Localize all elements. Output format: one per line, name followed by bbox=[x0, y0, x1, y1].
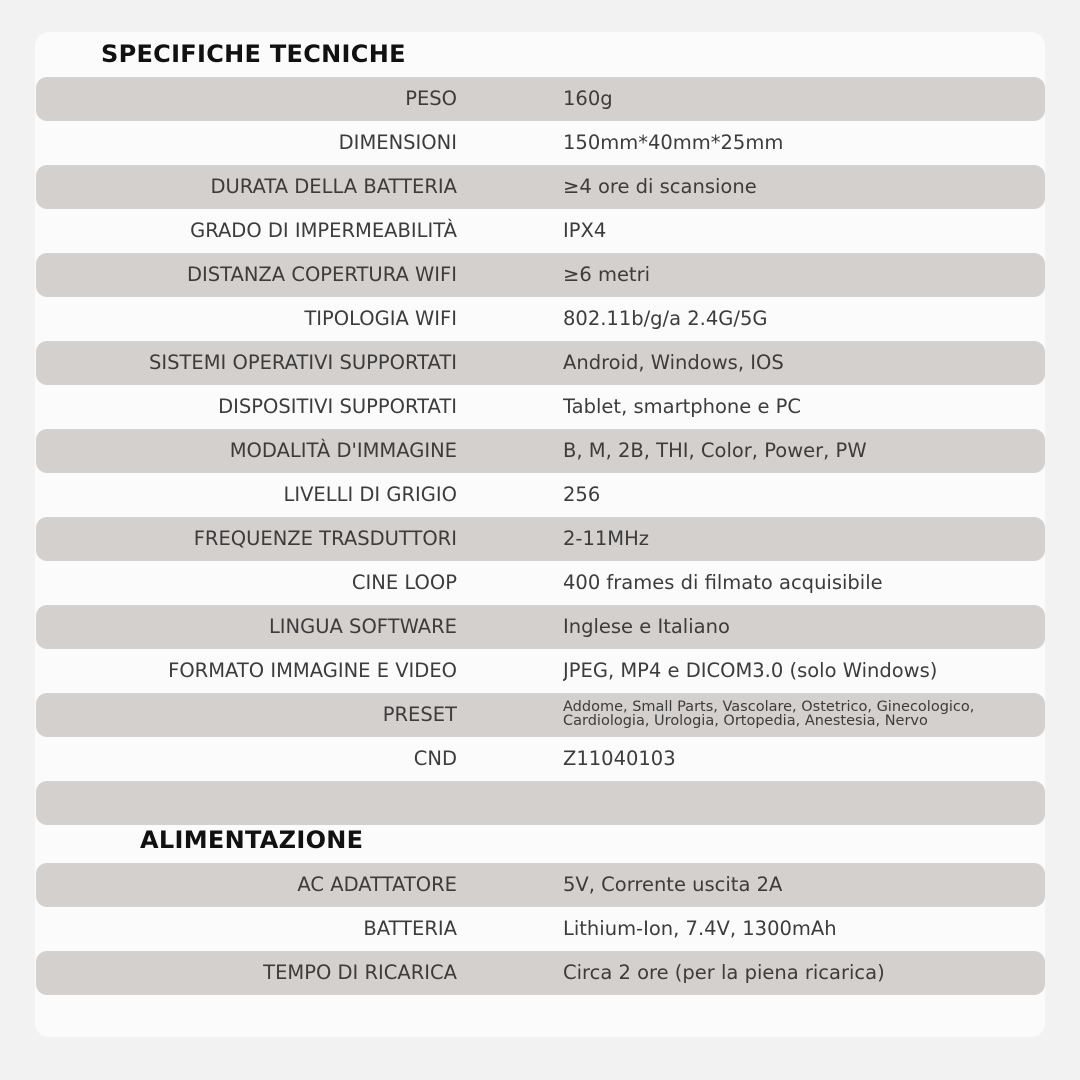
spec-label: GRADO DI IMPERMEABILITÀ bbox=[190, 219, 457, 242]
spec-row bbox=[36, 209, 1045, 253]
spec-value: Inglese e Italiano bbox=[563, 615, 730, 638]
power-value: Circa 2 ore (per la piena ricarica) bbox=[563, 961, 885, 984]
spec-value: JPEG, MP4 e DICOM3.0 (solo Windows) bbox=[563, 659, 938, 682]
spec-value: 150mm*40mm*25mm bbox=[563, 131, 784, 154]
power-table bbox=[36, 863, 1045, 995]
spec-value: ≥6 metri bbox=[563, 263, 651, 286]
power-label: TEMPO DI RICARICA bbox=[263, 961, 457, 984]
spec-label: DIMENSIONI bbox=[338, 131, 457, 154]
spec-row bbox=[36, 737, 1045, 781]
spec-label: PRESET bbox=[382, 703, 457, 726]
spec-value: ≥4 ore di scansione bbox=[563, 175, 757, 198]
spec-label: SISTEMI OPERATIVI SUPPORTATI bbox=[148, 351, 457, 374]
spec-row-empty bbox=[36, 781, 1045, 825]
specs-table bbox=[36, 77, 1045, 825]
spec-label: DURATA DELLA BATTERIA bbox=[210, 175, 457, 198]
power-row bbox=[36, 951, 1045, 995]
power-row bbox=[36, 863, 1045, 907]
spec-label: MODALITÀ D'IMMAGINE bbox=[229, 439, 457, 462]
spec-row bbox=[36, 385, 1045, 429]
spec-label: FREQUENZE TRASDUTTORI bbox=[193, 527, 457, 550]
spec-row bbox=[36, 253, 1045, 297]
spec-row bbox=[36, 561, 1045, 605]
spec-value bbox=[563, 781, 1031, 825]
spec-value: IPX4 bbox=[563, 219, 607, 242]
spec-row bbox=[36, 605, 1045, 649]
spec-row bbox=[36, 429, 1045, 473]
spec-row bbox=[36, 77, 1045, 121]
specs-section-title: SPECIFICHE TECNICHE bbox=[101, 40, 406, 68]
power-section-title: ALIMENTAZIONE bbox=[140, 826, 364, 854]
spec-label bbox=[36, 781, 457, 825]
power-label: AC ADATTATORE bbox=[297, 873, 457, 896]
spec-value: 2-11MHz bbox=[563, 527, 649, 550]
spec-label: DISPOSITIVI SUPPORTATI bbox=[218, 395, 457, 418]
spec-value: 256 bbox=[563, 483, 601, 506]
spec-row bbox=[36, 473, 1045, 517]
spec-value: 802.11b/g/a 2.4G/5G bbox=[563, 307, 768, 330]
spec-label: PESO bbox=[405, 87, 457, 110]
power-value: Lithium-Ion, 7.4V, 1300mAh bbox=[563, 917, 837, 940]
spec-row bbox=[36, 517, 1045, 561]
spec-value: Tablet, smartphone e PC bbox=[563, 395, 802, 418]
power-value: 5V, Corrente uscita 2A bbox=[563, 873, 783, 896]
spec-label: LIVELLI DI GRIGIO bbox=[283, 483, 457, 506]
power-label: BATTERIA bbox=[363, 917, 457, 940]
spec-row bbox=[36, 165, 1045, 209]
spec-row bbox=[36, 121, 1045, 165]
spec-value: 400 frames di filmato acquisibile bbox=[563, 571, 883, 594]
spec-label: CND bbox=[413, 747, 457, 770]
spec-label: CINE LOOP bbox=[351, 571, 457, 594]
spec-row bbox=[36, 297, 1045, 341]
spec-label: FORMATO IMMAGINE E VIDEO bbox=[168, 659, 457, 682]
spec-row bbox=[36, 649, 1045, 693]
spec-value: Z11040103 bbox=[563, 747, 676, 770]
spec-label: LINGUA SOFTWARE bbox=[268, 615, 457, 638]
spec-value: 160g bbox=[563, 87, 613, 110]
spec-row bbox=[36, 341, 1045, 385]
spec-label: DISTANZA COPERTURA WIFI bbox=[186, 263, 457, 286]
spec-label: TIPOLOGIA WIFI bbox=[304, 307, 457, 330]
spec-row bbox=[36, 693, 1045, 737]
power-row bbox=[36, 907, 1045, 951]
spec-value: Android, Windows, IOS bbox=[563, 351, 784, 374]
spec-value: B, M, 2B, THI, Color, Power, PW bbox=[563, 439, 867, 462]
spec-value: Addome, Small Parts, Vascolare, Ostetrico, Ginecologico, Cardiologia, Urologia, Ortopedia, Anestesia, Nervo bbox=[563, 699, 975, 729]
